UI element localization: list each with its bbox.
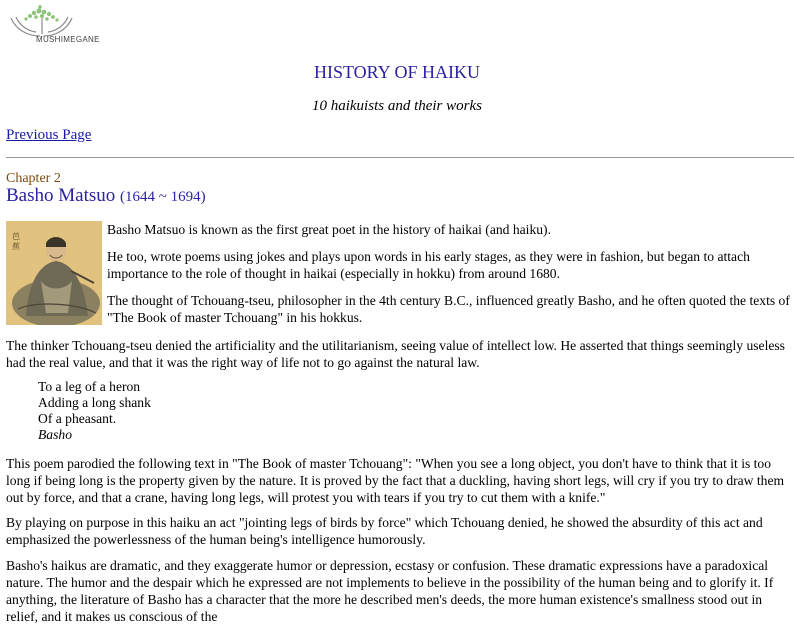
paragraph-thinker: The thinker Tchouang-tseu denied the artificiality and the utilitarianism, seeing value of intellect low. He asserted that things seemingly useless had the real value, and that it was the right way of life not to go against the natural law. — [6, 338, 785, 370]
previous-page-link[interactable]: Previous Page — [6, 127, 92, 143]
paragraph-intro: Basho Matsuo is known as the first great poet in the history of haikai (and haiku). — [107, 222, 551, 237]
chapter-label: Chapter 2 — [6, 171, 61, 186]
site-subtitle: 10 haikuists and their works — [311, 98, 482, 114]
page-heading — [6, 185, 206, 207]
divider — [6, 157, 794, 158]
poem-line: Adding a long shank — [38, 395, 151, 410]
paragraph-absurdity: By playing on purpose in this haiku an act "jointing legs of birds by force" which Tchouang denied, he showed the absurdity of this act and emphasized the powerlessness of the human being's intelligence humorously. — [6, 515, 763, 547]
haiku-poem — [38, 379, 151, 443]
svg-text:芭: 芭 — [12, 232, 20, 241]
poet-years: (1644 ~ 1694) — [120, 189, 206, 205]
poet-name: Basho Matsuo — [6, 185, 116, 206]
site-title: HISTORY OF HAIKU — [313, 62, 481, 82]
site-logo[interactable] — [6, 4, 126, 44]
logo-text: MUSHIMEGANE — [36, 35, 100, 44]
paragraph-early: He too, wrote poems using jokes and plays upon words in his early stages, as they were in fashion, but began to attach importance to the role of thought in haikai (especially in hokku) from around 1680. — [107, 249, 750, 281]
svg-text:蕉: 蕉 — [12, 242, 20, 251]
basho-portrait — [6, 221, 102, 325]
poem-author: Basho — [38, 427, 72, 442]
poem-line: Of a pheasant. — [38, 411, 117, 426]
poem-line: To a leg of a heron — [38, 379, 141, 394]
paragraph-parody: This poem parodied the following text in "The Book of master Tchouang": "When you see a long object, you don't have to think that it is too long if being long is the property given by the nature. It is proved by the fact that a duckling, having short legs, will cry if you try to draw them out by force, and that a crane, having long legs, will protest you with tears if you try to cut them with a knife." — [6, 456, 785, 505]
paragraph-influence: The thought of Tchouang-tseu, philosopher in the 4th century B.C., influenced greatly Basho, and he often quoted the texts of "The Book of master Tchouang" in his hokkus. — [107, 293, 790, 325]
paragraph-dramatic: Basho's haikus are dramatic, and they exaggerate humor or depression, ecstasy or confusion. These dramatic expressions have a paradoxical nature. The humor and the despair which he expressed are not implements to believe in the possibility of the human being and to glorify it. If anything, the literature of Basho has a character that the more he described men's deeds, the more human existence's smallness stood out in relief, and it makes us conscious of the — [6, 558, 774, 624]
